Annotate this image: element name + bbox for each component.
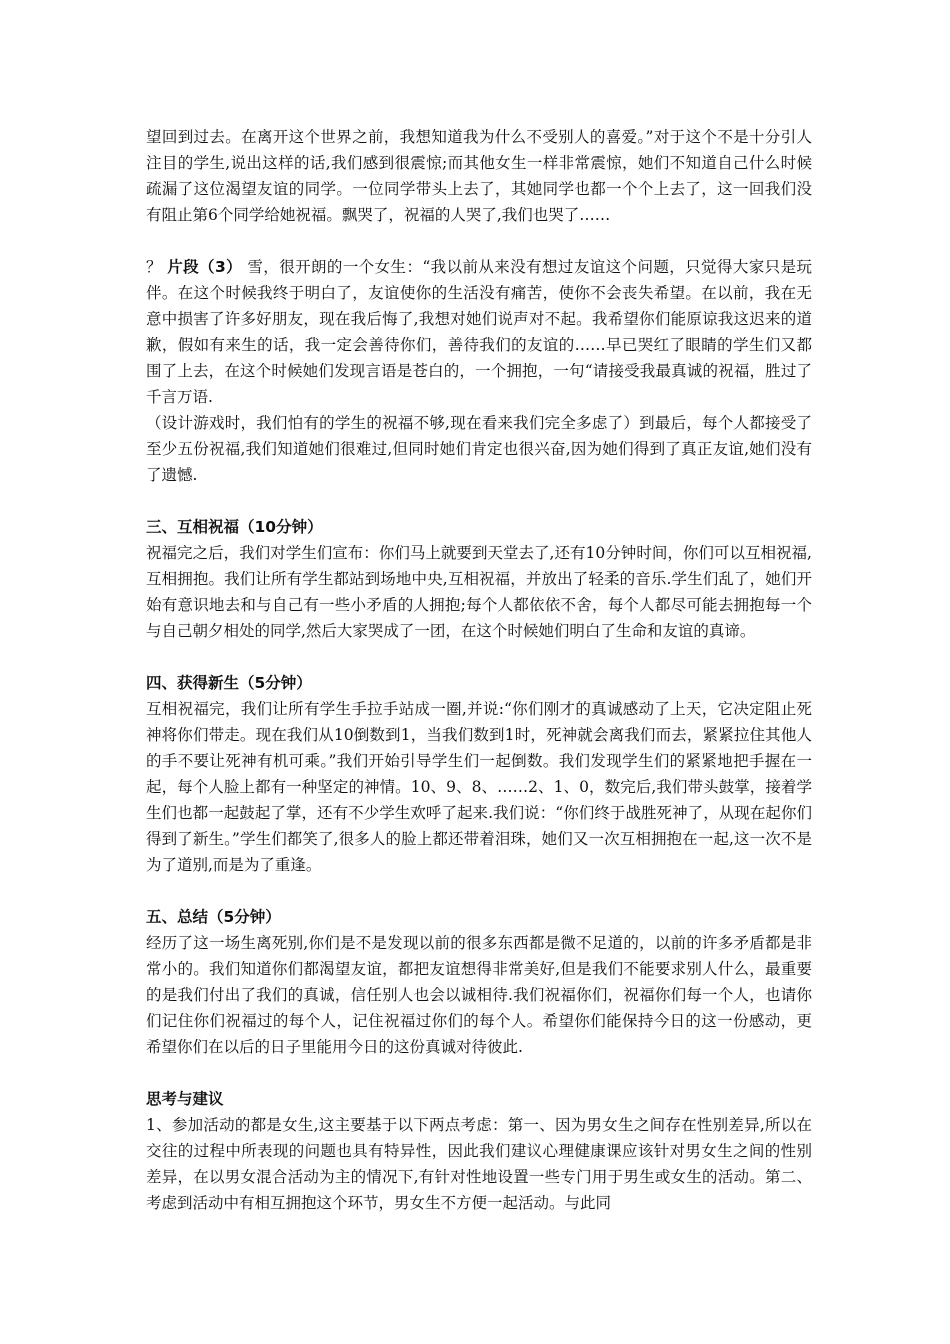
document-body xyxy=(146,124,812,1216)
section-5-paragraph: 经历了这一场生离死别,你们是不是发现以前的很多东西都是微不足道的，以前的许多矛盾都是非常小的。我们知道你们都渴望友谊，都把友谊想得非常美好,但是我们不能要求别人什么，最重要的是我们付出了我们的真诚，信任别人也会以诚相待.我们祝福你们，祝福你们每一个人，也请你们记住你们祝福过的每个人，记住祝福过你们的每个人。希望你们能保持今日的这一份感动，更希望你们在以后的日子里能用今日的这份真诚对待彼此. xyxy=(146,934,812,1056)
section-3-title: 三、互相祝福（10分钟） xyxy=(146,518,323,536)
reflection-paragraph: 1、参加活动的都是女生,这主要基于以下两点考虑：第一、因为男女生之间存在性别差异,所以在交往的过程中所表现的问题也具有特异性，因此我们建议心理健康课应该针对男女生之间的性别差异，在以男女混合活动为主的情况下,有针对性地设置一些专门用于男生或女生的活动。第二、考虑到活动中有相互拥抱这个环节，男女生不方便一起活动。与此同 xyxy=(146,1116,812,1212)
fragment-3-paragraph xyxy=(146,254,812,410)
intro-paragraph: 望回到过去。在离开这个世界之前，我想知道我为什么不受别人的喜爱。”对于这个不是十分引人注目的学生,说出这样的话,我们感到很震惊;而其他女生一样非常震惊，她们不知道自己什么时候疏漏了这位渴望友谊的同学。一位同学带头上去了，其她同学也都一个个上去了，这一回我们没有阻止第6个同学给她祝福。飘哭了，祝福的人哭了,我们也哭了…… xyxy=(146,128,812,224)
section-4 xyxy=(146,670,812,878)
section-4-paragraph: 互相祝福完，我们让所有学生手拉手站成一圈,并说:“你们刚才的真诚感动了上天，它决定阻止死神将你们带走。现在我们从10倒数到1，当我们数到1时，死神就会离我们而去，紧紧拉住其他人的手不要让死神有机可乘。”我们开始引导学生们一起倒数。我们发现学生们的紧紧地把手握在一起，每个人脸上都有一种坚定的神情。10、9、8、……2、1、0，数完后,我们带头鼓掌，接着学生们也都一起鼓起了掌，还有不少学生欢呼了起来.我们说：“你们终于战胜死神了，从现在起你们得到了新生。”学生们都笑了,很多人的脸上都还带着泪珠，她们又一次互相拥抱在一起,这一次不是为了道别,而是为了重逢。 xyxy=(146,700,812,874)
intro-section xyxy=(146,124,812,228)
section-5-title: 五、总结（5分钟） xyxy=(146,908,281,926)
section-4-title: 四、获得新生（5分钟） xyxy=(146,674,312,692)
reflection-title: 思考与建议 xyxy=(146,1090,224,1108)
fragment-3-label: 片段（3） xyxy=(167,258,243,276)
reflection-section xyxy=(146,1086,812,1216)
section-3 xyxy=(146,514,812,644)
fragment-3-section xyxy=(146,254,812,488)
section-3-paragraph: 祝福完之后，我们对学生们宣布：你们马上就要到天堂去了,还有10分钟时间，你们可以互相祝福,互相拥抱。我们让所有学生都站到场地中央,互相祝福，并放出了轻柔的音乐.学生们乱了，她们开始有意识地去和与自己有一些小矛盾的人拥抱;每个人都依依不舍，每个人都尽可能去拥抱每一个与自己朝夕相处的同学,然后大家哭成了一团，在这个时候她们明白了生命和友谊的真谛。 xyxy=(146,544,812,640)
section-5 xyxy=(146,904,812,1060)
fragment-3-note: （设计游戏时，我们怕有的学生的祝福不够,现在看来我们完全多虑了）到最后，每个人都接受了至少五份祝福,我们知道她们很难过,但同时她们肯定也很兴奋,因为她们得到了真正友谊,她们没有了遗憾. xyxy=(146,414,812,484)
fragment-3-prefix: ？ xyxy=(146,258,168,276)
fragment-3-text: 雪，很开朗的一个女生：“我以前从来没有想过友谊这个问题，只觉得大家只是玩伴。在这个时候我终于明白了，友谊使你的生活没有痛苦，使你不会丧失希望。在以前，我在无意中损害了许多好朋友，现在我后悔了,我想对她们说声对不起。我希望你们能原谅我这迟来的道歉，假如有来生的话，我一定会善待你们，善待我们的友谊的……早已哭红了眼睛的学生们又都围了上去，在这个时候她们发现言语是苍白的，一个拥抱，一句“请接受我最真诚的祝福，胜过了千言万语. xyxy=(146,258,812,406)
